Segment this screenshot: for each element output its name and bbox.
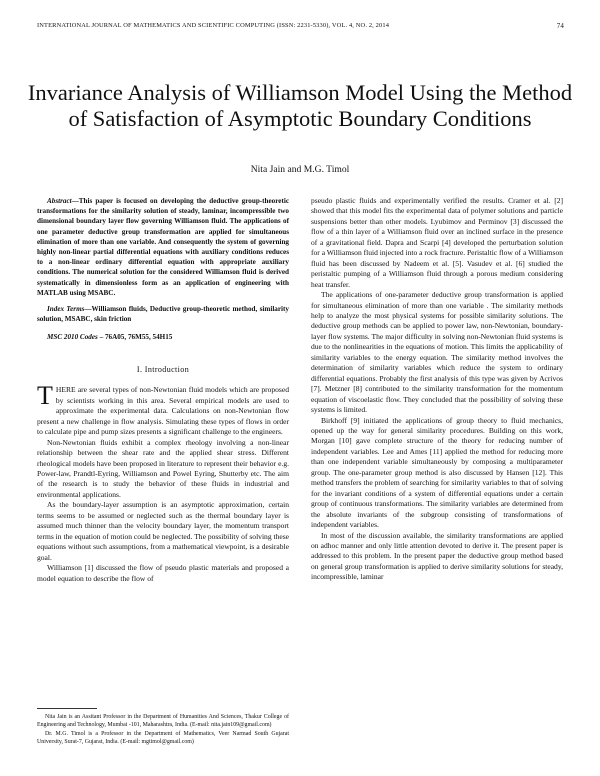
intro-paragraph-1-text: HERE are several types of non-Newtonian fluid models which are proposed by scientists working in this area. Several empirical models are used to approximate the experimental data. Calculations on non-Newtonian flow present a new challenge in flow analysis. Simulating these types of flows in order to calculate pipe and pump sizes presents a significant challenge to the engineers. <box>37 385 289 437</box>
right-paragraph-3: Birkhoff [9] initiated the applications of group theory to fluid mechanics, opened up the way for general similarity procedures. Building on this work, Morgan [10] gave complete structure of the theory for reducing number of independent variables. Lee and Ames [11] applied the method for reducing more than one independent variable simultaneously by composing a multiparameter group. The one-parameter group method is also discussed by Hansen [12]. This method transfers the problem of searching for similarity variables to that of solving for the invariant conditions of a system of differential equations under a certain group of continuous transformations. The similarity variables are determined from the absolute invariants of the subgroup consisting of transformations of independent variables. <box>311 415 563 530</box>
page-number: 74 <box>556 22 564 30</box>
journal-name: INTERNATIONAL JOURNAL OF MATHEMATICS AND SCIENTIFIC COMPUTING (ISSN: 2231-5330), VOL. 4, NO. 2, 2014 <box>37 22 390 29</box>
msc-text: – 76A05, 76M55, 54H15 <box>97 333 173 342</box>
index-terms-text: —Williamson fluids, Deductive group-theoretic method, similarity solution, MSABC, skin friction <box>37 305 289 324</box>
right-paragraph-2: The applications of one-parameter deductive group transformation is applied for simultaneous elimination of more than one variable . The similarity methods help to analyze the most physical systems for possible similarity solutions. The deductive group methods can be applied to power law, non-Newtonian, boundary-layer flow systems. The major difficulty in solving non-Newtonian fluid systems is due to the nonlinearities in the equations of motion. This limits the applicability of similarity variables to the energy equation. The similarity method involves the determination of similarity variables which reduce the system to ordinary differential equations. Probably the first analysis of this type was given by Acrivos [7]. Metzner [8] contributed to the similarity transformation for the momentum equation of viscoelastic flow. They concluded that the possibility of solving these systems is limited. <box>311 290 563 415</box>
abstract <box>37 196 289 298</box>
intro-paragraph-4: Williamson [1] discussed the flow of pseudo plastic materials and proposed a model equation to describe the flow of <box>37 563 289 583</box>
paper-title: Invariance Analysis of Williamson Model Using the Method of Satisfaction of Asymptotic Boundary Conditions <box>27 80 573 131</box>
index-terms <box>37 304 289 324</box>
intro-paragraph-3: As the boundary-layer assumption is an asymptotic approximation, certain terms seems to be assumed or neglected such as the thermal boundary layer is assumed much thinner than the velocity boundary layer, the momentum transport terms in the equation of motion could be neglected. The possibility of solving these equations without such assumptions, from a mathematical viewpoint, is a desirable goal. <box>37 500 289 562</box>
footnote-rule <box>37 708 97 709</box>
right-paragraph-1: pseudo plastic fluids and experimentally verified the results. Cramer et al. [2] showed that this model fits the experimental data of polymer solutions and particle suspensions better than other models. Lyubimov and Perminov [3] discussed the flow of a thin layer of a Williamson fluid over an inclined surface in the presence of a gravitational field. Dapra and Scarpi [4] developed the perturbation solution for a Williamson fluid injected into a rock fracture. Peristaltic flow of a Williamson fluid has been discussed by Nadeem et al. [5]. Vasudev et al. [6] studied the peristaltic pumping of a Williamson fluid through a porous medium considering heat transfer. <box>311 196 563 289</box>
abstract-text: —This paper is focused on developing the deductive group-theoretic transformations for the similarity solution of steady, laminar, incompressible two dimensional boundary layer flow governing Williamson fluid. The applications of one parameter deductive group transformation are applied for simultaneous elimination of more than one variable. And consequently the system of governing highly non-linear partial differential equations with auxiliary conditions reduces to a non-linear ordinary differential equation with appropriate auxiliary conditions. The numerical solution for the considered Williamson fluid is derived systematically in dimensionless form as an application of engineering with MATLAB using MSABC. <box>37 197 289 297</box>
paper-authors: Nita Jain and M.G. Timol <box>250 164 350 175</box>
running-header <box>37 22 564 34</box>
author-footnotes <box>37 708 289 746</box>
right-paragraph-4: In most of the discussion available, the similarity transformations are applied on adhoc manner and only little attention devoted to derive it. The present paper is addressed to this problem. In the present paper the deductive group method based on general group transformation is applied to derive similarity solutions for steady, incompressible, laminar <box>311 530 563 582</box>
right-column <box>311 196 563 583</box>
footnote-author-1: Nita Jain is an Assitant Professor in the Department of Humanities And Sciences, Thakur College of Engineering and Technology, Mumbai -101, Maharashtra, India. (E-mail: nita.jain109@gmail.com) <box>37 714 289 729</box>
left-column <box>37 196 289 584</box>
abstract-label: Abstract <box>47 197 72 205</box>
index-terms-label: Index Terms <box>47 305 85 314</box>
intro-paragraph-2: Non-Newtonian fluids exhibit a complex rheology involving a non-linear relationship between the shear rate and the applied shear stress. Different rheological models have been proposed in literature to represent their behavior e.g. Power-law, Prandtl-Eyring, Williamson and Powel Eyring, Shutterby etc. The aim of the research is to study the behavior of these fluids in industrial and environmental applications. <box>37 437 289 499</box>
section-heading-introduction: I. Introduction <box>136 364 190 374</box>
intro-paragraph-1 <box>37 381 289 437</box>
drop-cap: T <box>37 381 53 411</box>
msc-label: MSC 2010 Codes <box>47 333 98 342</box>
footnote-author-2: Dr. M.G. Timol is a Professor in the Department of Mathematics, Veer Narmad South Gujarat University, Surat-7, Gujarat, India. (E-mail: mgtimol@gmail.com) <box>37 730 289 745</box>
msc-codes <box>37 332 289 342</box>
